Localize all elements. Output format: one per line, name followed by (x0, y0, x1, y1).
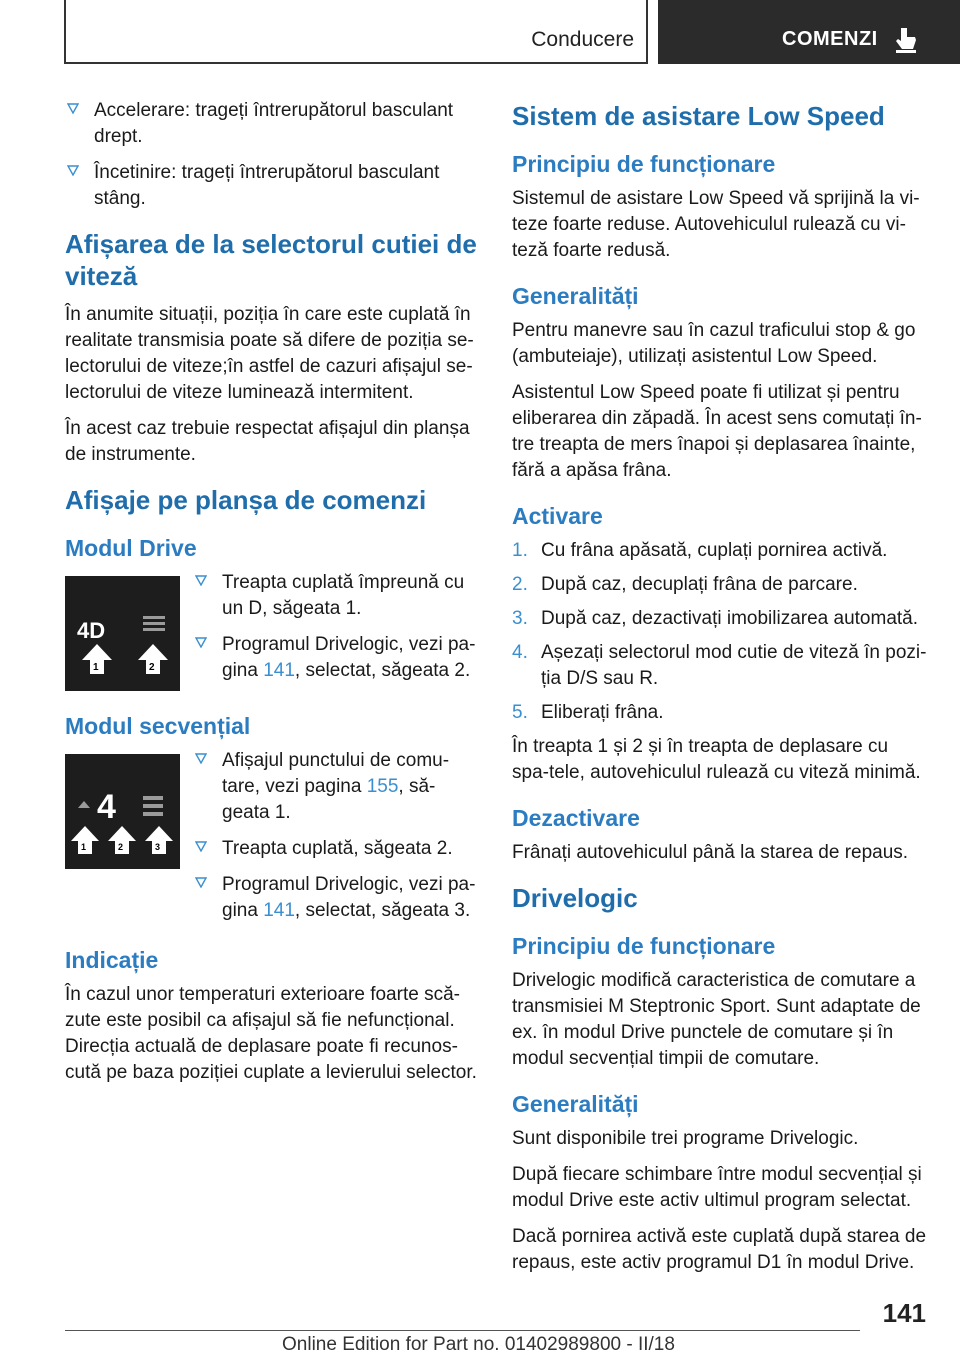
heading-lowspeed: Sistem de asistare Low Speed (512, 101, 885, 131)
heading-drive: Modul Drive (65, 535, 197, 561)
drive-bullets (193, 570, 480, 684)
heading-principiu: Principiu de funcționare (512, 933, 776, 959)
secv-bullets (193, 748, 480, 924)
bullet-item: Programul Drivelogic, vezi pa-gina 141, selectat, săgeata 3. (193, 872, 480, 924)
paragraph: În acest caz trebuie respectat afișajul din planșa de instrumente. (65, 418, 470, 465)
bullet-item: Treapta cuplată împreună cu un D, săgeata 1. (193, 570, 480, 622)
drive-display-figure (65, 576, 180, 691)
paragraph: Dacă pornirea activă este cuplată după starea de repaus, este activ programul D1 în modul Drive. (512, 1226, 927, 1273)
heading-planse: Afișaje pe planșa de comenzi (65, 485, 427, 515)
triangle-bullet-icon (195, 840, 207, 852)
heading-drivelogic: Drivelogic (512, 883, 638, 913)
page-number: 141 (882, 1298, 926, 1328)
header-tab (658, 0, 960, 64)
drive-figure-row (65, 570, 480, 694)
svg-text:1: 1 (93, 662, 99, 673)
step-item: 2. După caz, decuplați frâna de parcare. (512, 574, 858, 595)
secv-fig-gear: 4 (97, 788, 116, 826)
heading-generalitati: Generalități (512, 1091, 639, 1117)
bullet-item: Treapta cuplată, săgeata 2. (193, 836, 480, 862)
paragraph: Pentru manevre sau în cazul traficului stop & go (ambuteiaje), utilizați asistentul Low Speed. (512, 320, 916, 367)
section-title: Conducere (531, 28, 634, 51)
bullet-item: Încetinire: trageți întrerupătorul basculant stâng. (65, 160, 480, 212)
bullet-item: Programul Drivelogic, vezi pa-gina 141, selectat, săgeata 2. (193, 632, 480, 684)
paragraph: Drivelogic modifică caracteristica de comutare a transmisiei M Steptronic Sport. Sunt adaptate de ex. în modul Drive punctele de comutare și în modul secvențial timpii de comutare. (512, 970, 921, 1069)
paragraph: După fiecare schimbare între modul secvențial și modul Drive este activ ultimul program selectat. (512, 1164, 922, 1211)
heading-indicatie: Indicație (65, 947, 159, 973)
footer-edition: Online Edition for Part no. 01402989800 - II/18 (282, 1334, 675, 1355)
svg-text:2: 2 (118, 842, 124, 852)
step-item: 5. Eliberați frâna. (512, 702, 664, 723)
paragraph: Frânați autovehiculul până la starea de repaus. (512, 842, 909, 863)
paragraph: În treapta 1 și 2 și în treapta de deplasare cu spa-tele, autovehiculul rulează cu viteză minimă. (512, 736, 921, 783)
paragraph: În cazul unor temperaturi exterioare foarte scă-zute este posibil ca afișajul să fie nefuncțional. Direcția actuală de deplasare poate fi recunos-cută pe baza poziției cuplate a levierului selector. (65, 984, 477, 1083)
heading-dezactivare: Dezactivare (512, 805, 640, 831)
paragraph: Sistemul de asistare Low Speed vă sprijină la vi-teze foarte reduse. Autovehiculul rulează cu vi-teză foarte redusă. (512, 188, 920, 261)
left-column (65, 98, 480, 1096)
drive-fig-gear: 4D (77, 618, 106, 643)
triangle-bullet-icon (67, 164, 79, 176)
triangle-bullet-icon (195, 636, 207, 648)
secv-figure-row (65, 748, 480, 924)
step-item: 4. Așezați selectorul mod cutie de viteză în pozi-ția D/S sau R. (512, 642, 927, 689)
triangle-bullet-icon (195, 574, 207, 586)
heading-activare: Activare (512, 503, 603, 529)
step-item: 3. După caz, dezactivați imobilizarea automată. (512, 608, 919, 629)
svg-text:1: 1 (81, 842, 87, 852)
triangle-bullet-icon (195, 876, 207, 888)
bullet-item: Accelerare: trageți întrerupătorul basculant drept. (65, 98, 480, 150)
sequential-display-figure (65, 754, 180, 869)
footer-divider (65, 1330, 860, 1331)
bullet-item: Afișajul punctului de comu-tare, vezi pagina 155, să-geata 1. (193, 748, 480, 826)
triangle-bullet-icon (195, 752, 207, 764)
page-link[interactable]: 141 (263, 900, 295, 921)
triangle-bullet-icon (67, 102, 79, 114)
svg-text:2: 2 (149, 662, 155, 673)
paragraph: Asistentul Low Speed poate fi utilizat și pentru eliberarea din zăpadă. În acest sens comutați în-tre treapta de mers înapoi și deplasarea înainte, fără a apăsa frâna. (512, 382, 922, 481)
step-item: 1. Cu frâna apăsată, cuplați pornirea activă. (512, 540, 888, 561)
paragraph: În anumite situații, poziția în care este cuplată în realitate transmisia poate să difere de poziția se-lectorului de viteze;în astfel de cazuri afișajul se-lectorului de viteze luminează intermitent. (65, 304, 474, 403)
header-section (64, 0, 648, 64)
heading-selector: Afișarea de la selectorul cutiei de viteză (65, 229, 477, 291)
heading-principiu: Principiu de funcționare (512, 151, 776, 177)
hand-pointer-icon (894, 26, 920, 54)
right-column (512, 98, 930, 1286)
svg-text:3: 3 (155, 842, 161, 852)
page-link[interactable]: 155 (366, 776, 399, 797)
tab-label: COMENZI (782, 28, 878, 50)
page-link[interactable]: 141 (263, 660, 295, 681)
paragraph: Sunt disponibile trei programe Drivelogic. (512, 1128, 859, 1149)
heading-generalitati: Generalități (512, 283, 639, 309)
heading-secvential: Modul secvențial (65, 713, 251, 739)
